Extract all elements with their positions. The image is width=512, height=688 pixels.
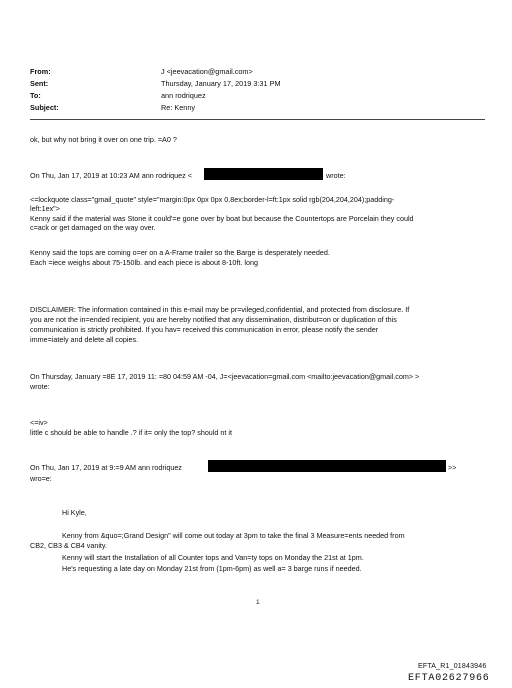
quote3-suffix: >> <box>448 463 457 472</box>
efta-id-2: EFTA02627966 <box>408 673 490 684</box>
redaction-bar-2 <box>208 460 446 472</box>
from-value: J <jeevacation@gmail.com> <box>161 67 253 76</box>
redaction-bar-1 <box>204 168 323 180</box>
quote2-header: On Thursday, January =8E 17, 2019 11: =80 04:59 AM -04, J=<jeevacation=gmail.com <mailto:jeevacation@gmail.com> > <box>30 372 420 381</box>
kenny-line-1: Kenny said if the material was Stone it could'=e gone over by boat but because the Countertops are Porcelain they could <box>30 214 414 223</box>
kenny-line-4: Each =iece weighs about 75-150lb. and each piece is about 8-10ft. long <box>30 258 258 267</box>
to-value: ann rodriquez <box>161 91 206 100</box>
quote1-wrote: wrote: <box>326 171 346 180</box>
quote1-header: On Thu, Jan 17, 2019 at 10:23 AM ann rodriquez < <box>30 171 192 180</box>
quote3-header: On Thu, Jan 17, 2019 at 9:=9 AM ann rodriquez <box>30 463 182 472</box>
disclaimer-line-1: DISCLAIMER: The information contained in this e-mail may be pr=vileged,confidential, and protected from disclosure. If <box>30 305 410 314</box>
header-divider <box>30 119 485 120</box>
disclaimer-line-4: imme=iately and delete all copies. <box>30 335 139 344</box>
page-number: 1 <box>256 599 260 606</box>
subject-value: Re: Kenny <box>161 103 196 112</box>
efta-id-1: EFTA_R1_01843946 <box>418 663 487 670</box>
para-line-1: Kenny from &quo=;Grand Design" will come out today at 3pm to take the final 3 Measure=ents needed from <box>62 531 405 540</box>
sent-label: Sent: <box>30 79 49 88</box>
quote2-wrote: wrote: <box>30 382 50 391</box>
disclaimer-line-3: communication is strictly prohibited. If you hav= received this communication in error, please notify the sender <box>30 325 379 334</box>
little-c-line: little c should be able to handle .? if it= only the top? should nt it <box>30 428 232 437</box>
sent-value: Thursday, January 17, 2019 3:31 PM <box>161 79 281 88</box>
greeting: Hi Kyle, <box>62 508 87 517</box>
para-line-4: He's requesting a late day on Monday 21st from (1pm-6pm) as well a= 3 barge runs if needed. <box>62 564 362 573</box>
para-line-2: CB2, CB3 & CB4 vanity. <box>30 541 107 550</box>
blockquote-line-2: left:1ex"> <box>30 204 60 213</box>
kenny-line-3: Kenny said the tops are coming o=er on a A-Frame trailer so the Barge is desperately needed. <box>30 248 330 257</box>
para-line-3: Kenny will start the Installation of all Counter tops and Van=ty tops on Monday the 21st at 1pm. <box>62 553 364 562</box>
blockquote-line-1: <=lockquote class="gmail_quote" style="margin:0px 0px 0px 0.8ex;border-l=ft:1px solid rgb(204,204,204);padding- <box>30 195 395 204</box>
reply-line: ok, but why not bring it over on one trip. =A0 ? <box>30 135 177 144</box>
div-tag-line: <=iv> <box>30 418 48 427</box>
from-label: From: <box>30 67 51 76</box>
subject-label: Subject: <box>30 103 59 112</box>
to-label: To: <box>30 91 41 100</box>
kenny-line-2: c=ack or get damaged on the way over. <box>30 223 156 232</box>
quote3-wrote: wro=e: <box>30 474 52 483</box>
disclaimer-line-2: you are not the in=ended recipient, you are hereby notified that any dissemination, distribut=on or duplication of this <box>30 315 397 324</box>
